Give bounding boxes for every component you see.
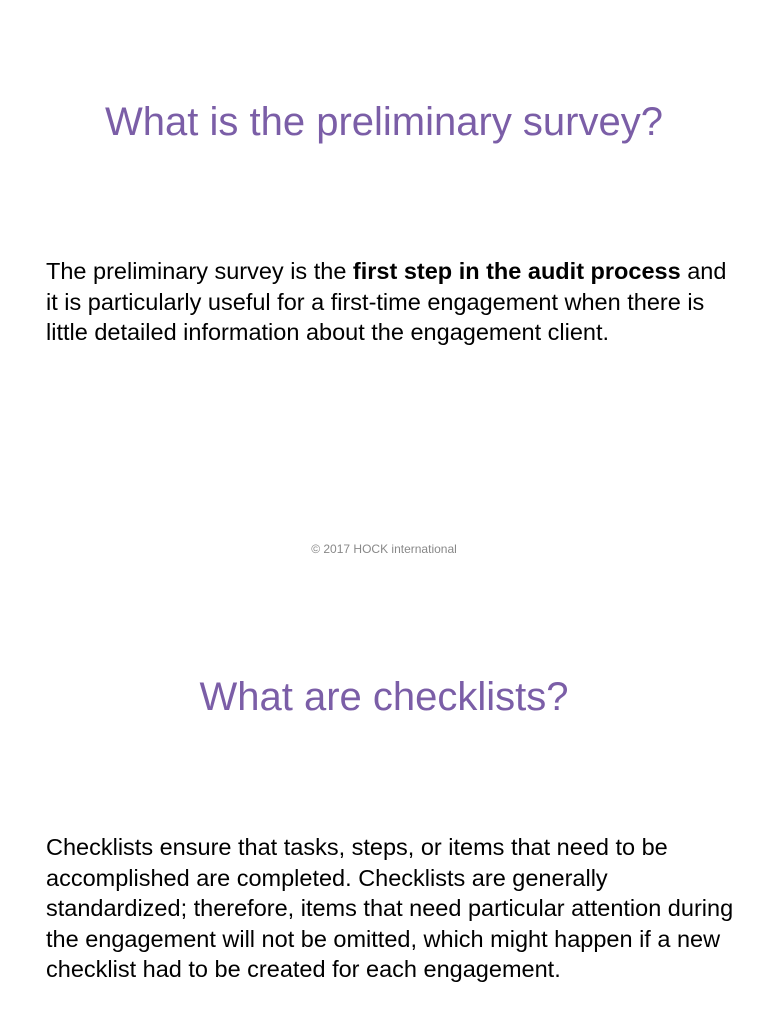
slide-body-text: Checklists ensure that tasks, steps, or items that need to be accomplished are completed. Checklists are generally standardized; therefore, items that need particular attention during the engagement will not be omitted, which might happen if a new checklist had to be created for each engagement. xyxy=(46,834,734,983)
body-text-continuation: and it is particularly useful for a first-time engagement when there is little detailed information about the engagement client. xyxy=(46,258,727,346)
body-text-intro: The preliminary survey is the xyxy=(46,258,353,284)
slide-title: What are checklists? xyxy=(199,675,569,719)
copyright-footer: © 2017 HOCK international xyxy=(311,542,457,556)
slide-body-text xyxy=(46,256,736,348)
slide-title: What is the preliminary survey? xyxy=(105,100,663,144)
slide-checklists xyxy=(0,576,768,1024)
body-text-emphasis: first step in the audit process xyxy=(352,258,681,284)
